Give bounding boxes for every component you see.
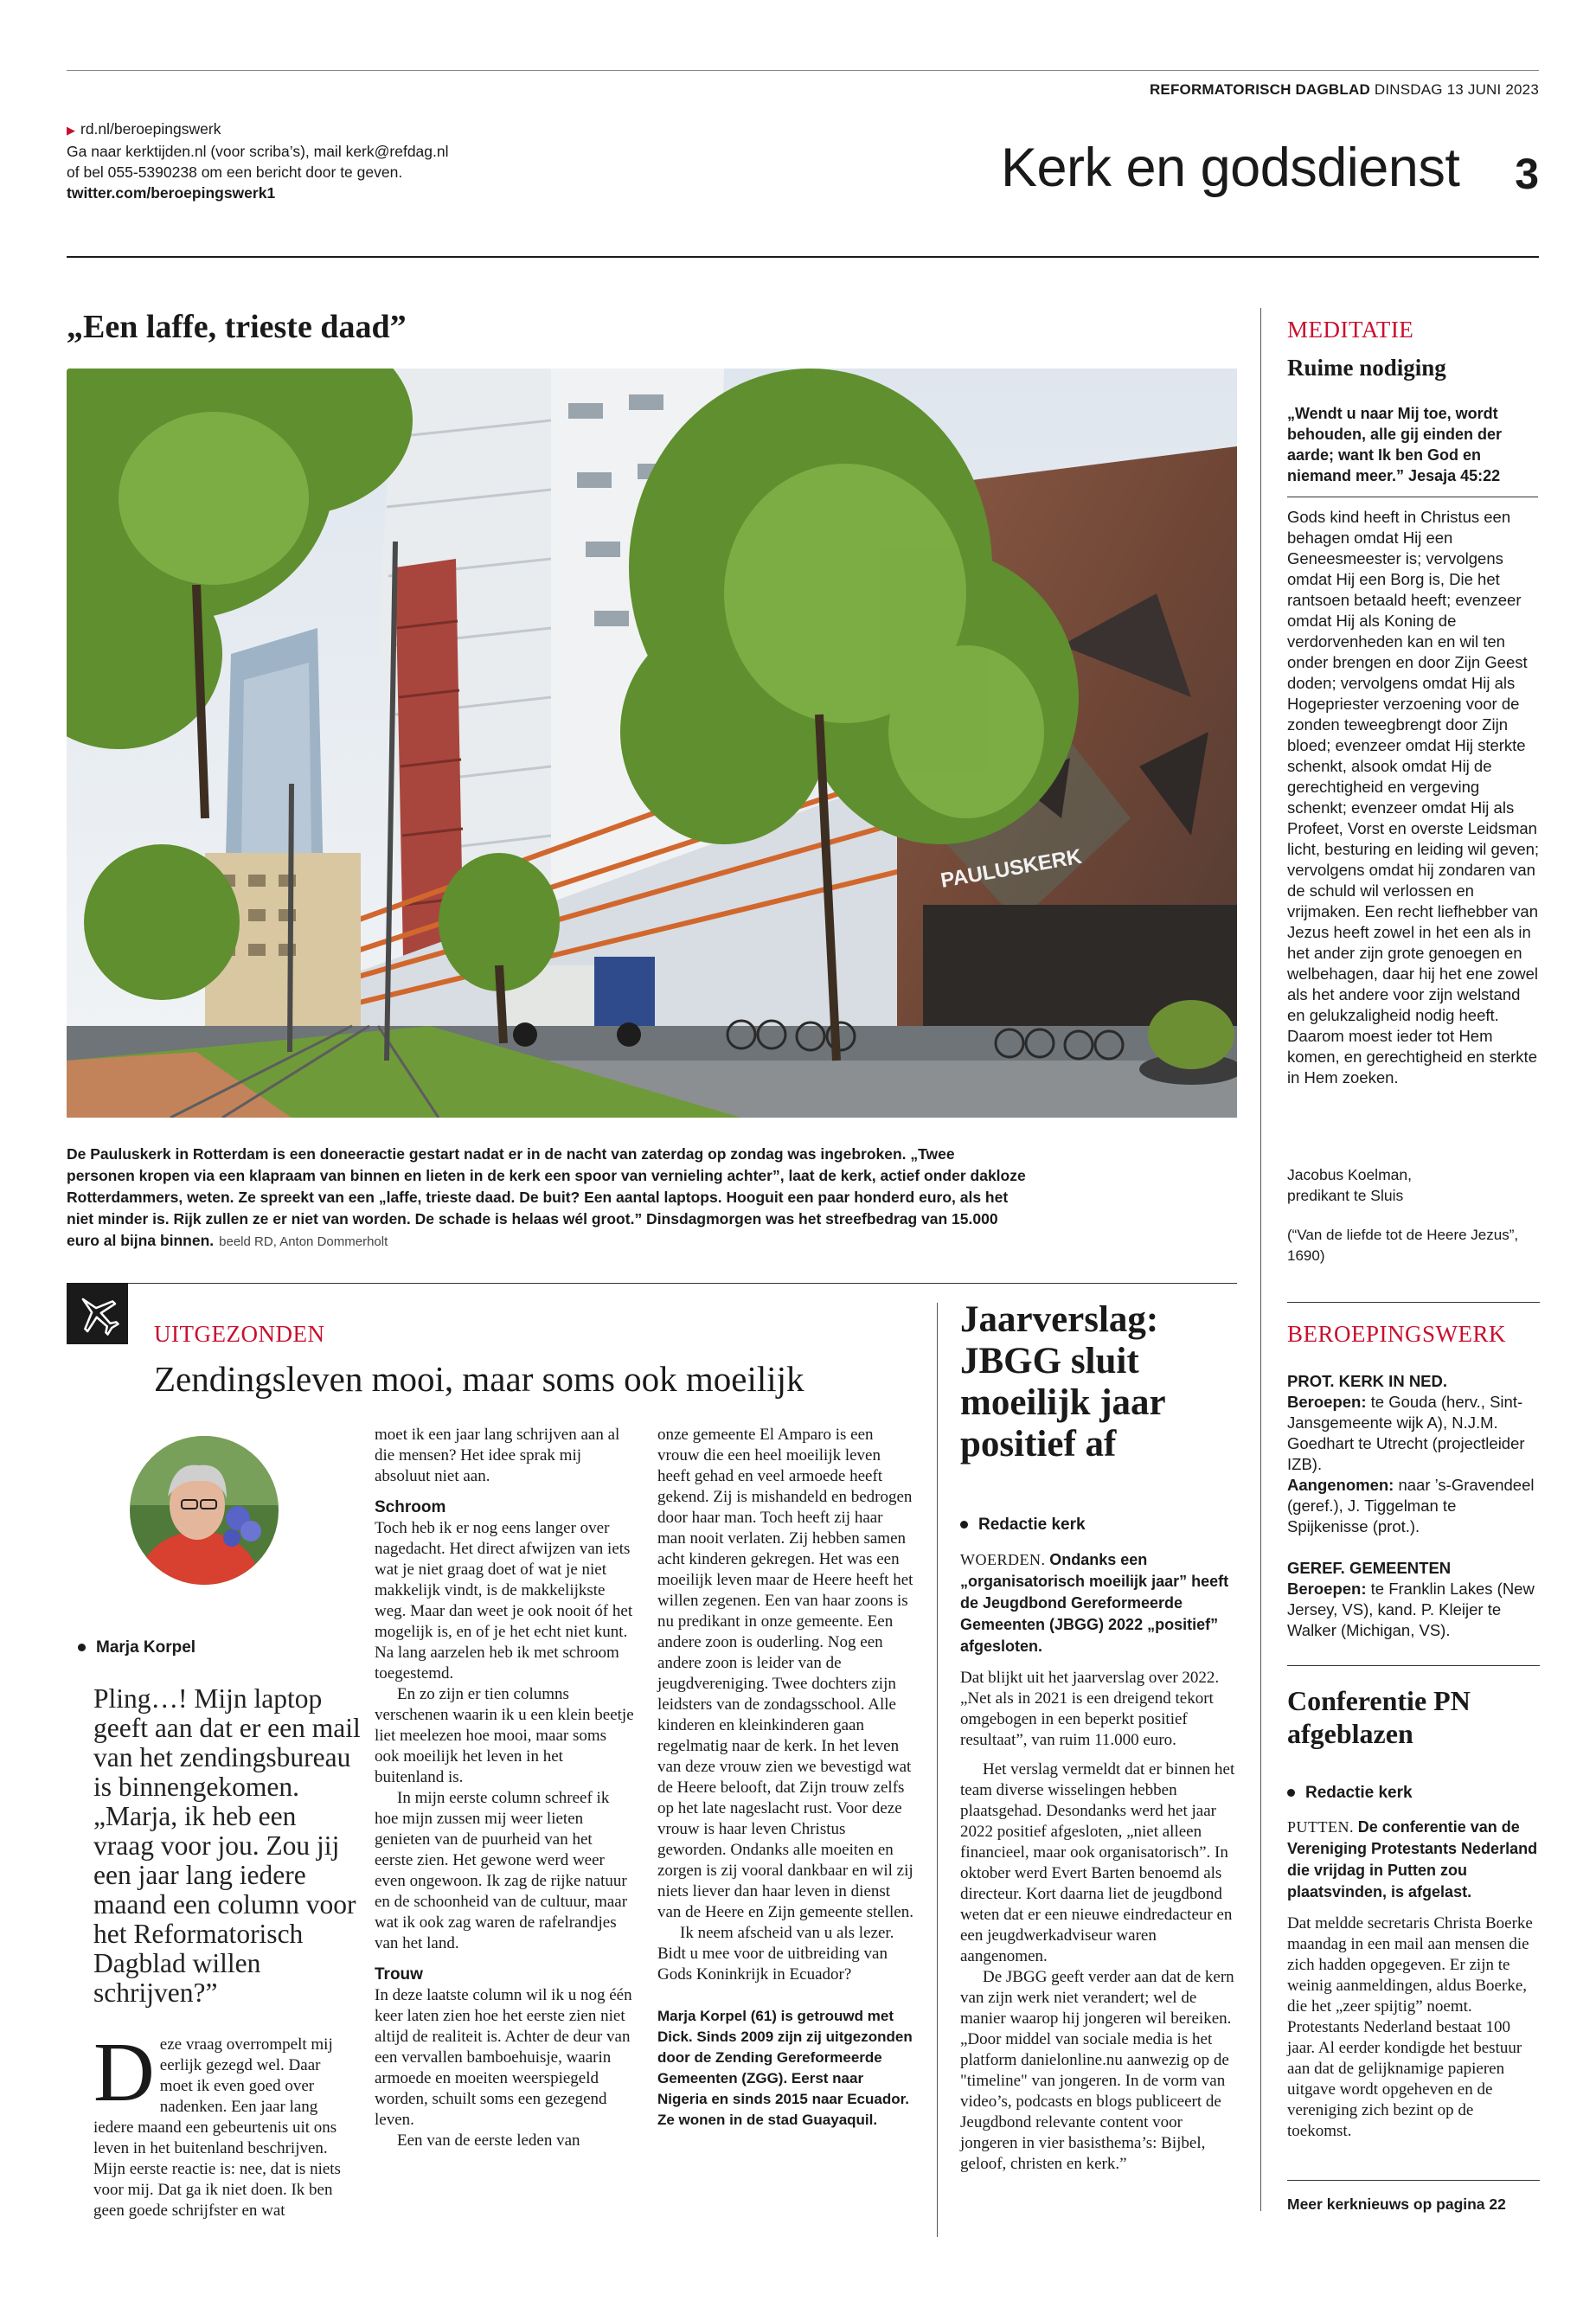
- column-paragraph: moet ik een jaar lang schrijven aan al die mensen? Het idee sprak mij absoluut niet aan.: [375, 1426, 620, 1485]
- meditatie-body: Gods kind heeft in Christus een behagen omdat Hij een Geneesmeester is; vervolgens omdat Hij een Borg is, Die het rantsoen betaald heeft; evenzeer omdat Hij als Koning de verdorvenheden kan en wil ten onder brengen en door Zijn Geest doden; vervolgens omdat Hij als Hogepriester verzoening voor de zonden teweegbrengt door Zijn bloed; evenzeer omdat Hij sterkte schenkt, alsook omdat Hij de gerechtigheid en vergeving schenkt; evenzeer omdat Hij als Profeet, Vorst en overste Leidsman licht, besturing en leiding wil geven; vervolgens omdat hij zondaren van de schuld wil verlossen en vrijmaken. Een recht liefhebber van Jezus heeft zowel in het een als in het ander zijn grote genoegen en welbehagen, daar hij het ene zowel als het andere voor zijn welstand en gelukzaligheid nodig heeft. Daarom moest ieder tot Hem komen, en gerechtigheid en sterkte in Hem zoeken.: [1287, 508, 1540, 1086]
- conferentie-headline: Conferentie PN afgeblazen: [1287, 1685, 1471, 1749]
- meditatie-kicker: MEDITATIE: [1287, 317, 1414, 343]
- info-line-2: of bel 055-5390238 om een bericht door te geven.: [67, 163, 403, 181]
- author-note: Marja Korpel (61) is getrouwd met Dick. Sinds 2009 zijn zij uitgezonden door de Zending Gereformeerde Gemeenten (ZGG). Eerst naar Nigeria en sinds 2015 naar Ecuador. Ze wonen in de stad Guayaquil.: [657, 2008, 913, 2128]
- column-title: Zendingsleven mooi, maar soms ook moeilijk: [154, 1359, 804, 1399]
- info-link[interactable]: rd.nl/beroepingswerk: [80, 120, 221, 138]
- group1-beroepen: te Gouda (herv., Sint-Jansgemeente wijk A), N.J.M. Goedhart te Utrecht (projectleider IZB).: [1287, 1393, 1525, 1473]
- column-text-b: [375, 1425, 634, 2151]
- church-group-2: GEREF. GEMEENTEN: [1287, 1559, 1452, 1577]
- info-box: [67, 119, 449, 203]
- jbgg-paragraph: De JBGG geeft verder aan dat de kern van zijn werk niet verandert; wel de manier waarop hij jongeren wil bereiken. „Door middel van sociale media is het platform danielonline.nu aanwezig op de "timeline" van jongeren. In de vorm van video’s, podcasts en blogs publiceert de Jeugdbond relevante content voor jongeren in vier basisthema’s: Bijbel, geloof, christen en kerk.”: [960, 1968, 1234, 2173]
- jbgg-paragraph: Het verslag vermeldt dat er binnen het team diverse wisselingen hebben plaatsgehad. Desondanks werd het jaar 2022 positief afgesloten, „niet alleen financieel, maar ook organisatorisch”. In oktober werd Evert Barten benoemd als directeur. Kort daarna liet de jeugdbond weten dat er een nieuwe eindredacteur en een jeugdwerkadviseur waren aangenomen.: [960, 1760, 1235, 1965]
- page-number: 3: [1515, 150, 1539, 198]
- sidebar-divider: [1260, 308, 1261, 2211]
- church-group-1: PROT. KERK IN NED.: [1287, 1372, 1448, 1390]
- jbgg-body: [960, 1549, 1237, 2175]
- section-title: Kerk en godsdienst: [1001, 138, 1460, 198]
- jbgg-lead: Ondanks een „organisatorisch moeilijk jaar” heeft de Jeugdbond Gereformeerde Gemeenten (JBGG) 2022 „positief” afgesloten.: [960, 1551, 1229, 1655]
- meditatie-author-role: predikant te Sluis: [1287, 1187, 1404, 1204]
- column-paragraph: Een van de eerste leden van: [397, 2131, 580, 2150]
- conferentie-paragraph: Dat meldde secretaris Christa Boerke maandag in een mail aan mensen die zich hadden opgegeven. Er zijn te weinig aanmeldingen, aldus Boerke, die het „zeer spijtig” noemt. Protestants Nederland bestaat 100 jaar. Al eerder kondigde het bestuur aan dat de gelijknamige papieren uitgave wordt opgeheven en de vereniging zich bezint op de toekomst.: [1287, 1914, 1533, 2140]
- beroepen-label: Beroepen:: [1287, 1580, 1367, 1598]
- more-news-link[interactable]: Meer kerknieuws op pagina 22: [1287, 2195, 1506, 2213]
- group1-aangenomen: naar ’s-Gravendeel (geref.), J. Tiggelman te Spijkenisse (prot.).: [1287, 1476, 1535, 1535]
- photo-credit: beeld RD, Anton Dommerholt: [219, 1234, 388, 1249]
- caption-rule: [67, 1283, 1237, 1284]
- dropcap: D: [93, 2026, 155, 2119]
- subheading-trouw: Trouw: [375, 1965, 423, 1984]
- main-headline: „Een laffe, trieste daad”: [67, 309, 407, 345]
- conferentie-lead: De conferentie van de Vereniging Protestants Nederland die vrijdag in Putten zou plaatsvinden, is afgelast.: [1287, 1818, 1538, 1900]
- beroepingswerk-body: [1287, 1371, 1540, 1641]
- conferentie-body: [1287, 1817, 1540, 2142]
- column-paragraph: In deze laatste column wil ik u nog één keer laten zien hoe het eerste zien niet altijd de realiteit is. Achter de deur van een vervallen bamboehuisje, waarin armoede en moeiten weerspiegeld worden, schuilt soms een gezegend leven.: [375, 1986, 632, 2129]
- column-kicker: UITGEZONDEN: [154, 1321, 325, 1347]
- meditatie-quote: „Wendt u naar Mij toe, wordt behouden, alle gij einden der aarde; want Ik ben God en niemand meer.” Jesaja 45:22: [1287, 405, 1503, 484]
- conferentie-dateline: PUTTEN.: [1287, 1818, 1354, 1836]
- byline-dot-icon: [960, 1521, 968, 1529]
- beroepen-label: Beroepen:: [1287, 1393, 1367, 1411]
- column-paragraph: onze gemeente El Amparo is een vrouw die een heel moeilijk leven heeft gehad en veel armoede heeft gekend. Zij is mishandeld en bedrogen door haar man. Toch heeft zij haar man nooit verlaten. Zij hebben samen acht kinderen gekregen. Het was een moeilijk leven maar de Heere heeft het willen zegenen. Een van haar zoons is nu predikant in onze gemeente. Een andere zoon is ouderling. Nog een andere zoon is leider van de jeugdvereniging. Twee dochters zijn leidsters van de zondagsschool. Alle kinderen en kleinkinderen gaan regelmatig naar de kerk. In het leven van deze vrouw zien we bevestigd wat de Heere belooft, dat Zijn trouw zelfs op het late nageslacht rust. Voor deze vrouw is haar leven Christus geworden. Ondanks alle moeiten en zorgen is zij vooral dankbaar en wil zij niets liever dan haar leven in dienst van de Heere en Zijn gemeente stellen.: [657, 1426, 913, 1921]
- column-author: Marja Korpel: [96, 1638, 196, 1657]
- jbgg-author: Redactie kerk: [978, 1516, 1086, 1534]
- column-text-a: [93, 2026, 349, 2221]
- column-paragraph: En zo zijn er tien columns verschenen waarin ik u een klein beetje liet meelezen hoe mooi, maar soms ook moeilijk het leven in het buitenland is.: [375, 1685, 634, 1786]
- twitter-link[interactable]: twitter.com/beroepingswerk1: [67, 184, 276, 202]
- column-paragraph: Toch heb ik er nog eens langer over nagedacht. Het direct afwijzen van iets wat je niet graag doet of wat je niet makkelijk vindt, is de makkelijkste weg. Maar dan weet je ook nooit óf het mogelijk is, en of je het echt niet kunt. Na lang aarzelen heb ik met schroom toegestemd.: [375, 1519, 633, 1682]
- masthead-rule: [67, 70, 1539, 71]
- author-avatar: [130, 1436, 279, 1585]
- column-intro: eze vraag overrompelt mij eerlijk gezegd wel. Daar moet ik even goed over nadenken. Een jaar lang iedere maand een gebeurtenis uit ons leven in het buitenland beschrijven. Mijn eerste reactie is: nee, dat is niets voor mij. Dat ga ik niet doen. Ik ben geen goede schrijfster en wat: [93, 2035, 341, 2220]
- pullquote: Pling…! Mijn laptop geeft aan dat er een mail van het zendingsbureau is binnengekomen. „Marja, ik heb een vraag voor jou. Zou jij een jaar lang iedere maand een column voor het Reformatorisch Dagblad willen schrijven?”: [93, 1683, 361, 2008]
- column-paragraph: Ik neem afscheid van u als lezer. Bidt u mee voor de uitbreiding van Gods Koninkrijk in Ecuador?: [657, 1924, 894, 1984]
- pauluskerk-photo: [67, 369, 1237, 1118]
- photo-caption: [67, 1144, 1027, 1253]
- meditatie-title: Ruime nodiging: [1287, 355, 1446, 381]
- conferentie-author: Redactie kerk: [1305, 1784, 1413, 1802]
- subheading-schroom: Schroom: [375, 1498, 446, 1516]
- jbgg-byline: [960, 1516, 1086, 1535]
- sidebar-rule: [1287, 1302, 1540, 1303]
- jbgg-headline: Jaarverslag: JBGG sluit moeilijk jaar positief af: [960, 1299, 1165, 1465]
- caption-text: De Pauluskerk in Rotterdam is een doneeractie gestart nadat er in de nacht van zaterdag op zondag was ingebroken. „Twee personen kropen via een klapraam van binnen en lieten in de kerk een spoor van vernieling achter”, laat de kerk, actief onder dakloze Rotterdammers, weten. Ze spreekt van een „laffe, trieste daad. De buit? Een aantal laptops. Hooguit een paar honderd euro, als het niet minder is. Rijk zullen ze er niet van worden. De schade is helaas wél groot.” Dinsdagmorgen was het streefbedrag van 15.000 euro al bijna binnen.: [67, 1145, 1026, 1249]
- arrow-right-icon: ▶: [67, 124, 75, 137]
- meditatie-author-name: Jacobus Koelman,: [1287, 1166, 1412, 1183]
- beroepingswerk-kicker: BEROEPINGSWERK: [1287, 1321, 1507, 1347]
- sidebar-rule: [1287, 1665, 1540, 1666]
- info-line-1: Ga naar kerktijden.nl (voor scriba’s), mail kerk@refdag.nl: [67, 143, 449, 160]
- column-divider: [937, 1303, 938, 2237]
- jbgg-dateline: WOERDEN.: [960, 1551, 1046, 1568]
- meditatie-author: [1287, 1164, 1538, 1206]
- meditatie-source: (“Van de liefde tot de Heere Jezus”, 1690): [1287, 1227, 1519, 1264]
- conferentie-byline: [1287, 1784, 1413, 1803]
- header-rule: [67, 256, 1539, 258]
- sidebar-rule: [1287, 2180, 1540, 2181]
- jbgg-paragraph: Dat blijkt uit het jaarverslag over 2022. „Net als in 2021 is een dreigend tekort omgebogen in een beperkt positief resultaat”, van ruim 11.000 euro.: [960, 1669, 1220, 1749]
- plane-icon: [67, 1283, 128, 1344]
- column-text-c: [657, 1425, 914, 2131]
- group2-beroepen: te Franklin Lakes (New Jersey, VS), kand. P. Kleijer te Walker (Michigan, VS).: [1287, 1580, 1535, 1639]
- pauluskerk-sign: PAULUSKERK: [939, 844, 1084, 893]
- column-byline: [78, 1638, 195, 1657]
- masthead: [1150, 81, 1539, 99]
- column-paragraph: In mijn eerste column schreef ik hoe mijn zussen mij weer lieten genieten van de puurheid van het eerste zien. Het gewone werd weer even ongewoon. Ik zag de rijke natuur en de schoonheid van de cultuur, maar wat ik ook zag waren de rafelrandjes van het land.: [375, 1789, 628, 1952]
- paper-name: REFORMATORISCH DAGBLAD: [1149, 81, 1370, 98]
- aangenomen-label: Aangenomen:: [1287, 1476, 1394, 1494]
- issue-date: DINSDAG 13 JUNI 2023: [1374, 81, 1539, 98]
- byline-dot-icon: [1287, 1789, 1295, 1797]
- byline-dot-icon: [78, 1644, 86, 1651]
